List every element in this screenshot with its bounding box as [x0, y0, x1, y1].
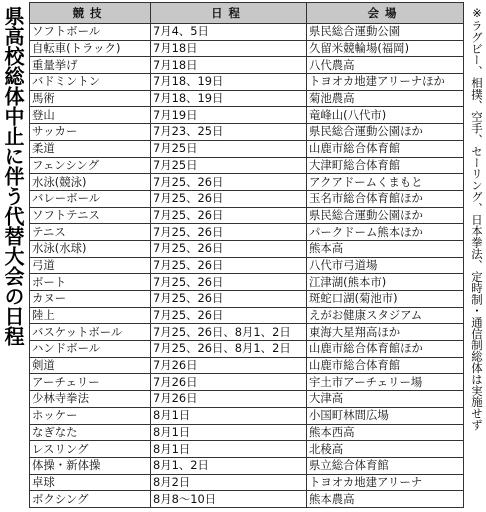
table-row	[30, 374, 464, 391]
venue-cell: 斑蛇口湖(菊池市)	[307, 291, 464, 308]
event-cell: なぎなた	[30, 424, 151, 441]
schedule-cell: 7月19日	[151, 107, 307, 124]
schedule-cell: 7月4、5日	[151, 24, 307, 41]
header-event: 競技	[30, 3, 151, 24]
event-cell: 卓球	[30, 474, 151, 491]
event-cell: カヌー	[30, 291, 151, 308]
schedule-cell: 7月26日	[151, 374, 307, 391]
schedule-table	[29, 2, 464, 508]
schedule-cell: 8月8～10日	[151, 491, 307, 508]
table-row	[30, 140, 464, 157]
table-row	[30, 207, 464, 224]
header-venue: 会場	[307, 3, 464, 24]
table-row	[30, 291, 464, 308]
schedule-cell: 7月25、26日	[151, 190, 307, 207]
table-row	[30, 474, 464, 491]
event-cell: 自転車(トラック)	[30, 40, 151, 57]
table-body	[30, 24, 464, 508]
schedule-cell: 7月25、26日、8月1、2日	[151, 324, 307, 341]
venue-cell: 北稜高	[307, 441, 464, 458]
table-row	[30, 190, 464, 207]
event-cell: 弓道	[30, 257, 151, 274]
schedule-cell: 8月1、2日	[151, 457, 307, 474]
venue-cell: 熊本農高	[307, 491, 464, 508]
table-row	[30, 324, 464, 341]
venue-cell: 熊本西高	[307, 424, 464, 441]
schedule-cell: 7月25、26日	[151, 207, 307, 224]
event-cell: テニス	[30, 224, 151, 241]
venue-cell: 県民総合運動公園ほか	[307, 207, 464, 224]
table-row	[30, 341, 464, 358]
table-row	[30, 40, 464, 57]
venue-cell: 八代農高	[307, 57, 464, 74]
schedule-cell: 7月25日	[151, 140, 307, 157]
event-cell: バレーボール	[30, 190, 151, 207]
table-row	[30, 357, 464, 374]
venue-cell: 大津町総合体育館	[307, 157, 464, 174]
header-row	[30, 3, 464, 24]
schedule-cell: 7月25、26日	[151, 224, 307, 241]
schedule-cell: 7月25日	[151, 157, 307, 174]
event-cell: ハンドボール	[30, 341, 151, 358]
venue-cell: 宇土市アーチェリー場	[307, 374, 464, 391]
venue-cell: トヨオカ地建アリーナほか	[307, 74, 464, 91]
event-cell: 体操・新体操	[30, 457, 151, 474]
event-cell: 馬術	[30, 90, 151, 107]
schedule-cell: 7月25、26日	[151, 291, 307, 308]
event-cell: ソフトボール	[30, 24, 151, 41]
schedule-cell: 8月1日	[151, 407, 307, 424]
venue-cell: アクアドームくまもと	[307, 174, 464, 191]
schedule-cell: 7月18、19日	[151, 74, 307, 91]
schedule-cell: 7月18、19日	[151, 90, 307, 107]
venue-cell: 山鹿市総合体育館ほか	[307, 341, 464, 358]
venue-cell: 東海大星翔高ほか	[307, 324, 464, 341]
venue-cell: トヨオカ地建アリーナ	[307, 474, 464, 491]
event-cell: サッカー	[30, 124, 151, 141]
event-cell: ボクシング	[30, 491, 151, 508]
venue-cell: 八代市弓道場	[307, 257, 464, 274]
venue-cell: 久留米競輪場(福岡)	[307, 40, 464, 57]
venue-cell: 熊本高	[307, 240, 464, 257]
event-cell: フェンシング	[30, 157, 151, 174]
table-row	[30, 407, 464, 424]
venue-cell: えがお健康スタジアム	[307, 307, 464, 324]
event-cell: バスケットボール	[30, 324, 151, 341]
venue-cell: 県民総合運動公園ほか	[307, 124, 464, 141]
table-row	[30, 90, 464, 107]
event-cell: 剣道	[30, 357, 151, 374]
table-row	[30, 307, 464, 324]
footnote: ※ラグビー、相撲、空手、セーリング、日本拳法、定時制・通信制総体は実施せず	[470, 6, 484, 431]
schedule-cell: 7月26日	[151, 357, 307, 374]
venue-cell: 山鹿市総合体育館	[307, 357, 464, 374]
venue-cell: 県立総合体育館	[307, 457, 464, 474]
table-row	[30, 124, 464, 141]
event-cell: ボート	[30, 274, 151, 291]
schedule-cell: 8月1日	[151, 441, 307, 458]
table-row	[30, 107, 464, 124]
schedule-cell: 8月1日	[151, 424, 307, 441]
event-cell: バドミントン	[30, 74, 151, 91]
venue-cell: 江津湖(熊本市)	[307, 274, 464, 291]
event-cell: 陸上	[30, 307, 151, 324]
event-cell: 登山	[30, 107, 151, 124]
table-row	[30, 24, 464, 41]
event-cell: 水泳(水球)	[30, 240, 151, 257]
event-cell: アーチェリー	[30, 374, 151, 391]
event-cell: ソフトテニス	[30, 207, 151, 224]
schedule-cell: 7月18日	[151, 40, 307, 57]
schedule-cell: 8月2日	[151, 474, 307, 491]
table-row	[30, 174, 464, 191]
venue-cell: 県民総合運動公園	[307, 24, 464, 41]
event-cell: レスリング	[30, 441, 151, 458]
schedule-cell: 7月25、26日	[151, 174, 307, 191]
table-row	[30, 491, 464, 508]
table-row	[30, 157, 464, 174]
venue-cell: パークドーム熊本ほか	[307, 224, 464, 241]
schedule-cell: 7月18日	[151, 57, 307, 74]
schedule-cell: 7月23、25日	[151, 124, 307, 141]
table-row	[30, 391, 464, 408]
venue-cell: 玉名市総合体育館ほか	[307, 190, 464, 207]
venue-cell: 小国町林間広場	[307, 407, 464, 424]
schedule-cell: 7月25、26日	[151, 274, 307, 291]
table-row	[30, 74, 464, 91]
schedule-cell: 7月26日	[151, 391, 307, 408]
schedule-cell: 7月25、26日、8月1、2日	[151, 341, 307, 358]
event-cell: ホッケー	[30, 407, 151, 424]
event-cell: 重量挙げ	[30, 57, 151, 74]
table-row	[30, 57, 464, 74]
table-header	[30, 3, 464, 24]
venue-cell: 山鹿市総合体育館	[307, 140, 464, 157]
table-row	[30, 240, 464, 257]
schedule-cell: 7月25、26日	[151, 307, 307, 324]
table-row	[30, 441, 464, 458]
event-cell: 柔道	[30, 140, 151, 157]
header-schedule: 日程	[151, 3, 307, 24]
page-title: 県高校総体中止に伴う代替大会の日程	[1, 6, 25, 346]
table-row	[30, 274, 464, 291]
table-row	[30, 457, 464, 474]
event-cell: 水泳(競泳)	[30, 174, 151, 191]
venue-cell: 菊池農高	[307, 90, 464, 107]
schedule-cell: 7月25、26日	[151, 240, 307, 257]
table-row	[30, 257, 464, 274]
venue-cell: 大津高	[307, 391, 464, 408]
schedule-cell: 7月25、26日	[151, 257, 307, 274]
table-row	[30, 424, 464, 441]
venue-cell: 竜峰山(八代市)	[307, 107, 464, 124]
event-cell: 少林寺拳法	[30, 391, 151, 408]
table-row	[30, 224, 464, 241]
